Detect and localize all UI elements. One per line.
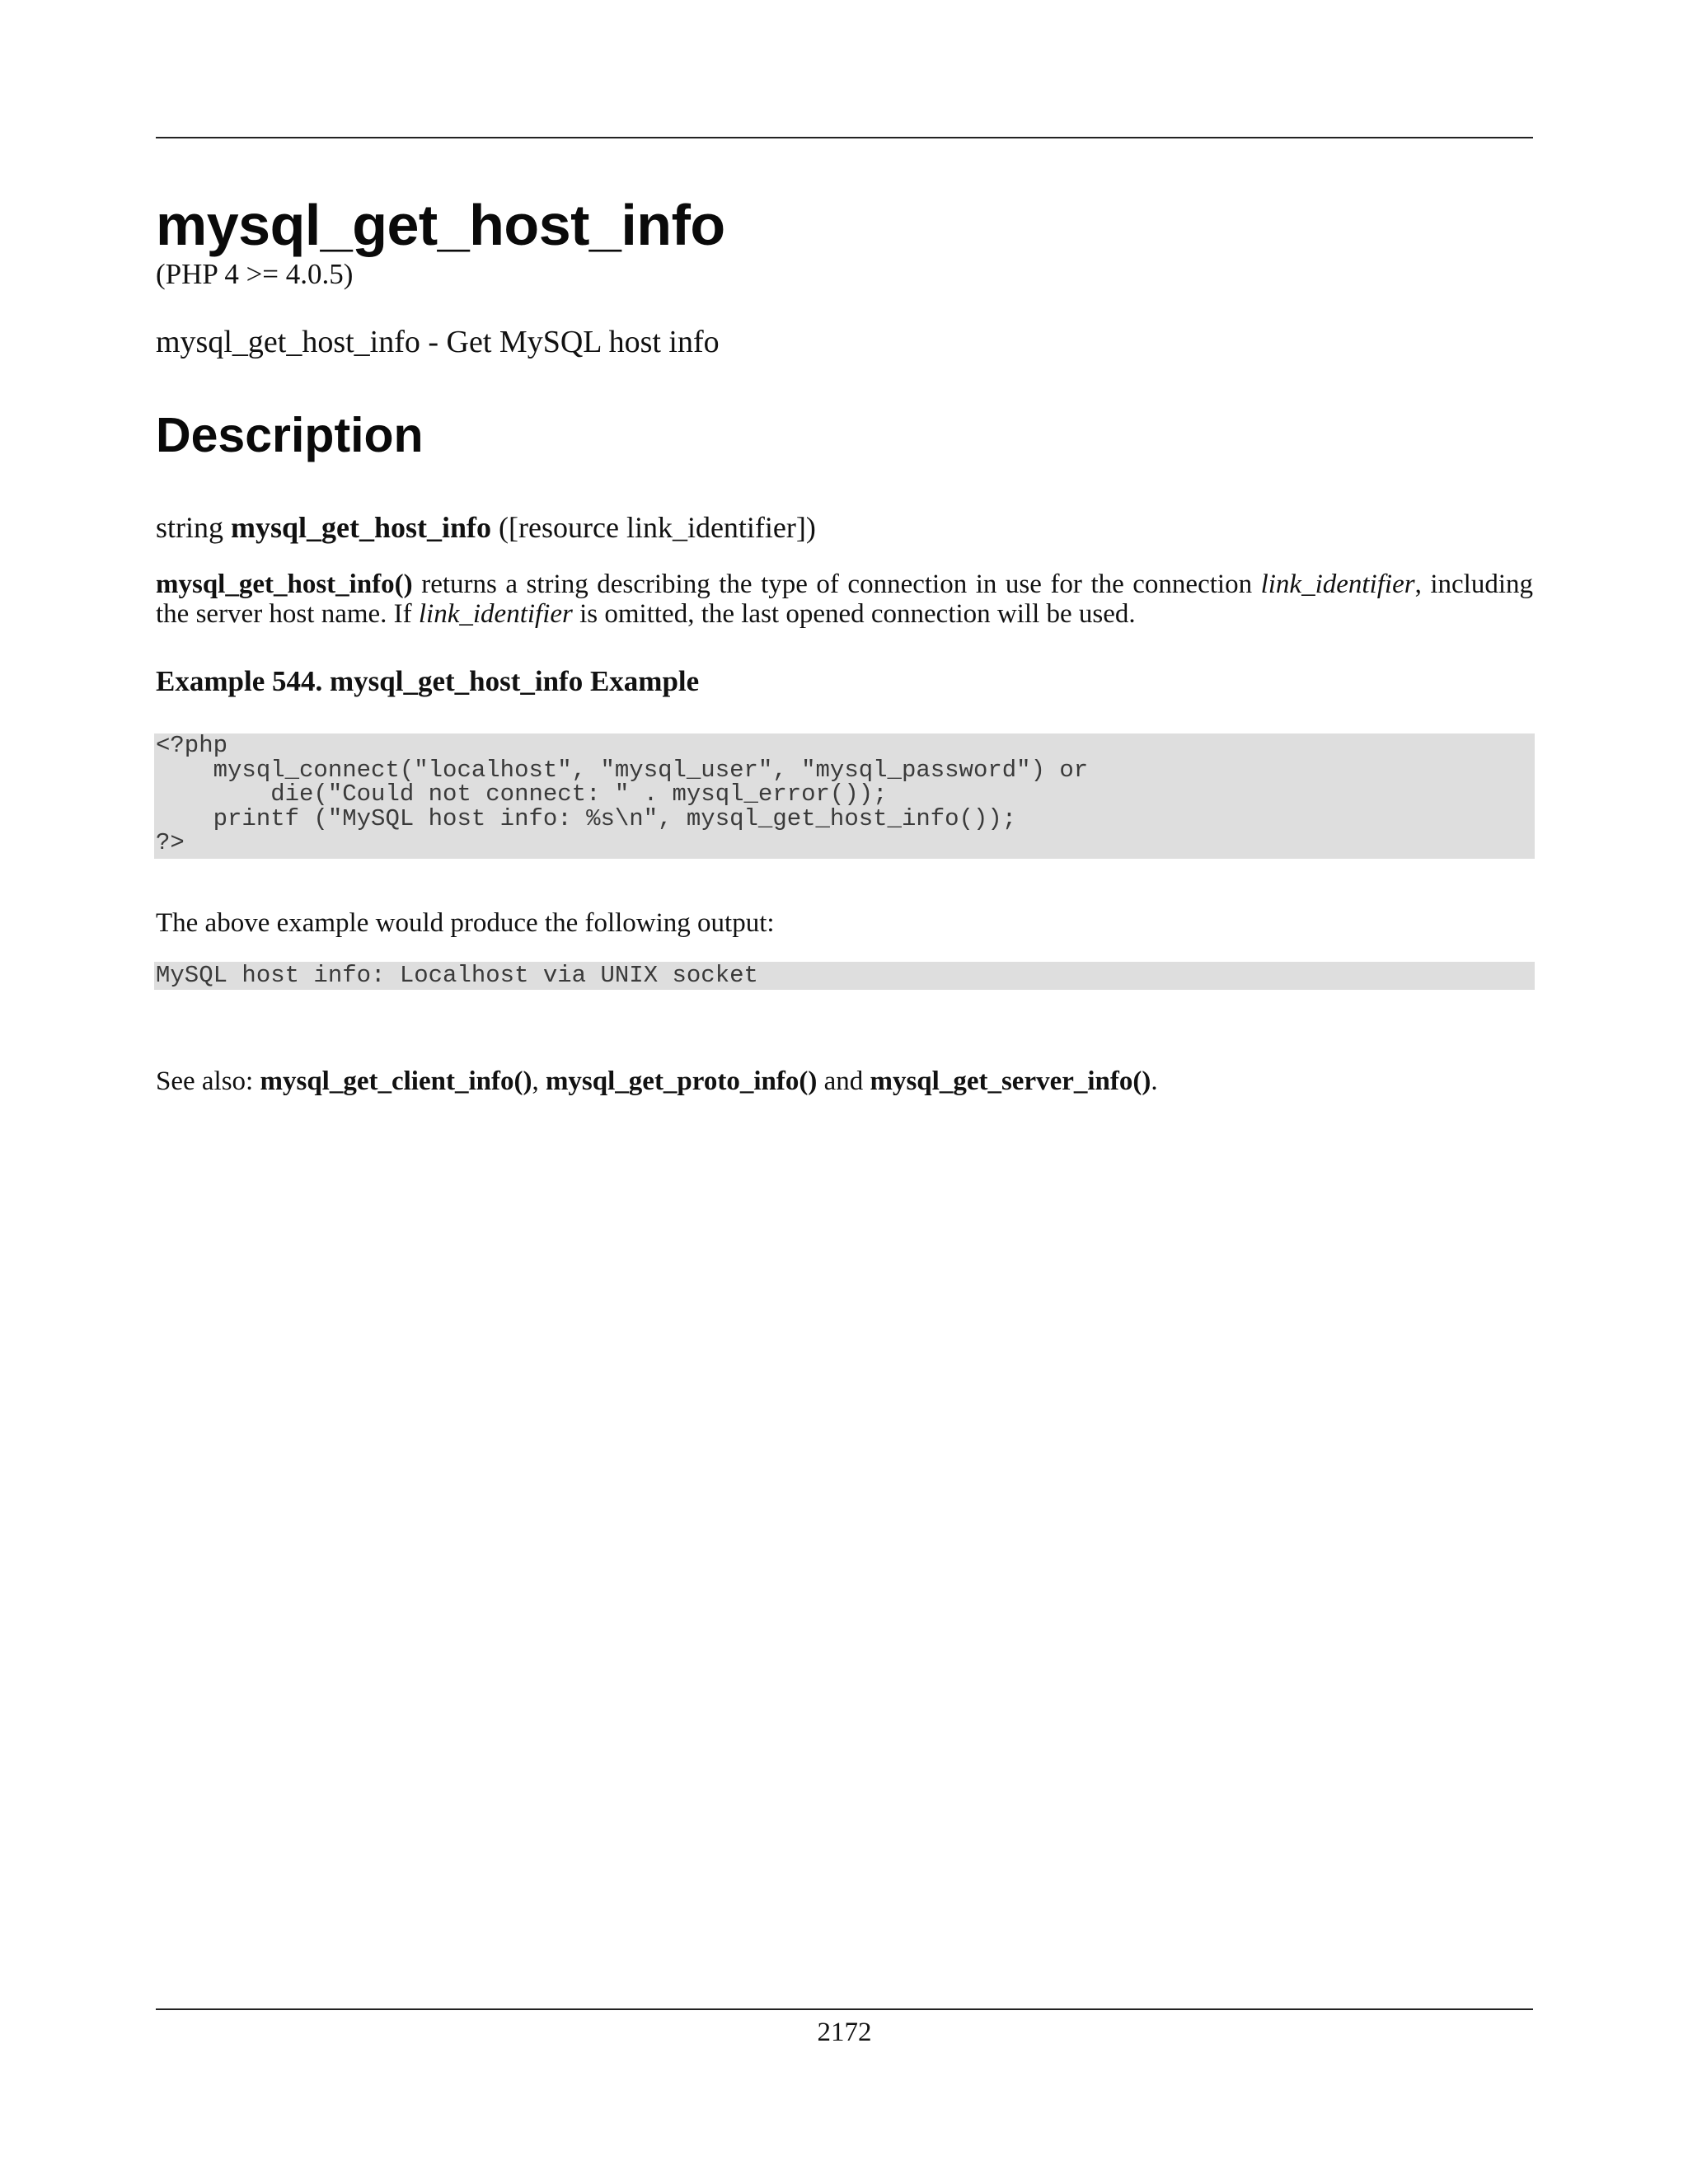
code-line: <?php xyxy=(156,732,228,759)
page-title: mysql_get_host_info xyxy=(156,193,725,257)
see-also-link-proto-info[interactable]: mysql_get_proto_info() xyxy=(545,1066,818,1096)
see-also-label: See also: xyxy=(156,1066,260,1096)
see-also-link-client-info[interactable]: mysql_get_client_info() xyxy=(260,1066,532,1096)
see-also xyxy=(156,1062,1158,1100)
see-also-separator: and xyxy=(817,1066,870,1096)
example-code-block xyxy=(154,733,1535,859)
synopsis-params: ([resource link_identifier]) xyxy=(499,511,816,544)
see-also-link-server-info[interactable]: mysql_get_server_info() xyxy=(870,1066,1151,1096)
parameter-name: link_identifier xyxy=(1260,569,1415,599)
section-heading-description: Description xyxy=(156,408,424,462)
example-title: Example 544. mysql_get_host_info Example xyxy=(156,665,700,697)
document-page xyxy=(156,0,1533,2184)
footer-rule xyxy=(156,2008,1533,2010)
see-also-separator: , xyxy=(532,1066,546,1096)
synopsis-function-name: mysql_get_host_info xyxy=(231,511,492,544)
parameter-name: link_identifier xyxy=(418,599,573,629)
description-paragraph xyxy=(156,569,1533,629)
code-line: printf ("MySQL host info: %s\n", mysql_get_host_info()); xyxy=(156,804,1017,832)
function-reference: mysql_get_host_info() xyxy=(156,569,413,599)
output-intro: The above example would produce the following output: xyxy=(156,908,775,938)
example-output-block: MySQL host info: Localhost via UNIX socket xyxy=(154,962,1535,990)
function-synopsis xyxy=(156,505,816,550)
function-purpose: mysql_get_host_info - Get MySQL host info xyxy=(156,325,720,359)
synopsis-return-type: string xyxy=(156,511,224,544)
code-line: ?> xyxy=(156,829,185,856)
header-rule xyxy=(156,137,1533,138)
version-info: (PHP 4 >= 4.0.5) xyxy=(156,258,354,290)
description-text: , including the server host name. If xyxy=(156,569,1533,629)
description-text: returns a string describing the type of connection in use for the connection xyxy=(412,569,1261,599)
see-also-end: . xyxy=(1151,1066,1158,1096)
description-text: is omitted, the last opened connection will be used. xyxy=(572,599,1136,629)
page-number: 2172 xyxy=(817,2018,872,2047)
code-line: mysql_connect("localhost", "mysql_user", "mysql_password") or xyxy=(156,756,1089,784)
code-line: die("Could not connect: " . mysql_error()); xyxy=(156,780,888,808)
